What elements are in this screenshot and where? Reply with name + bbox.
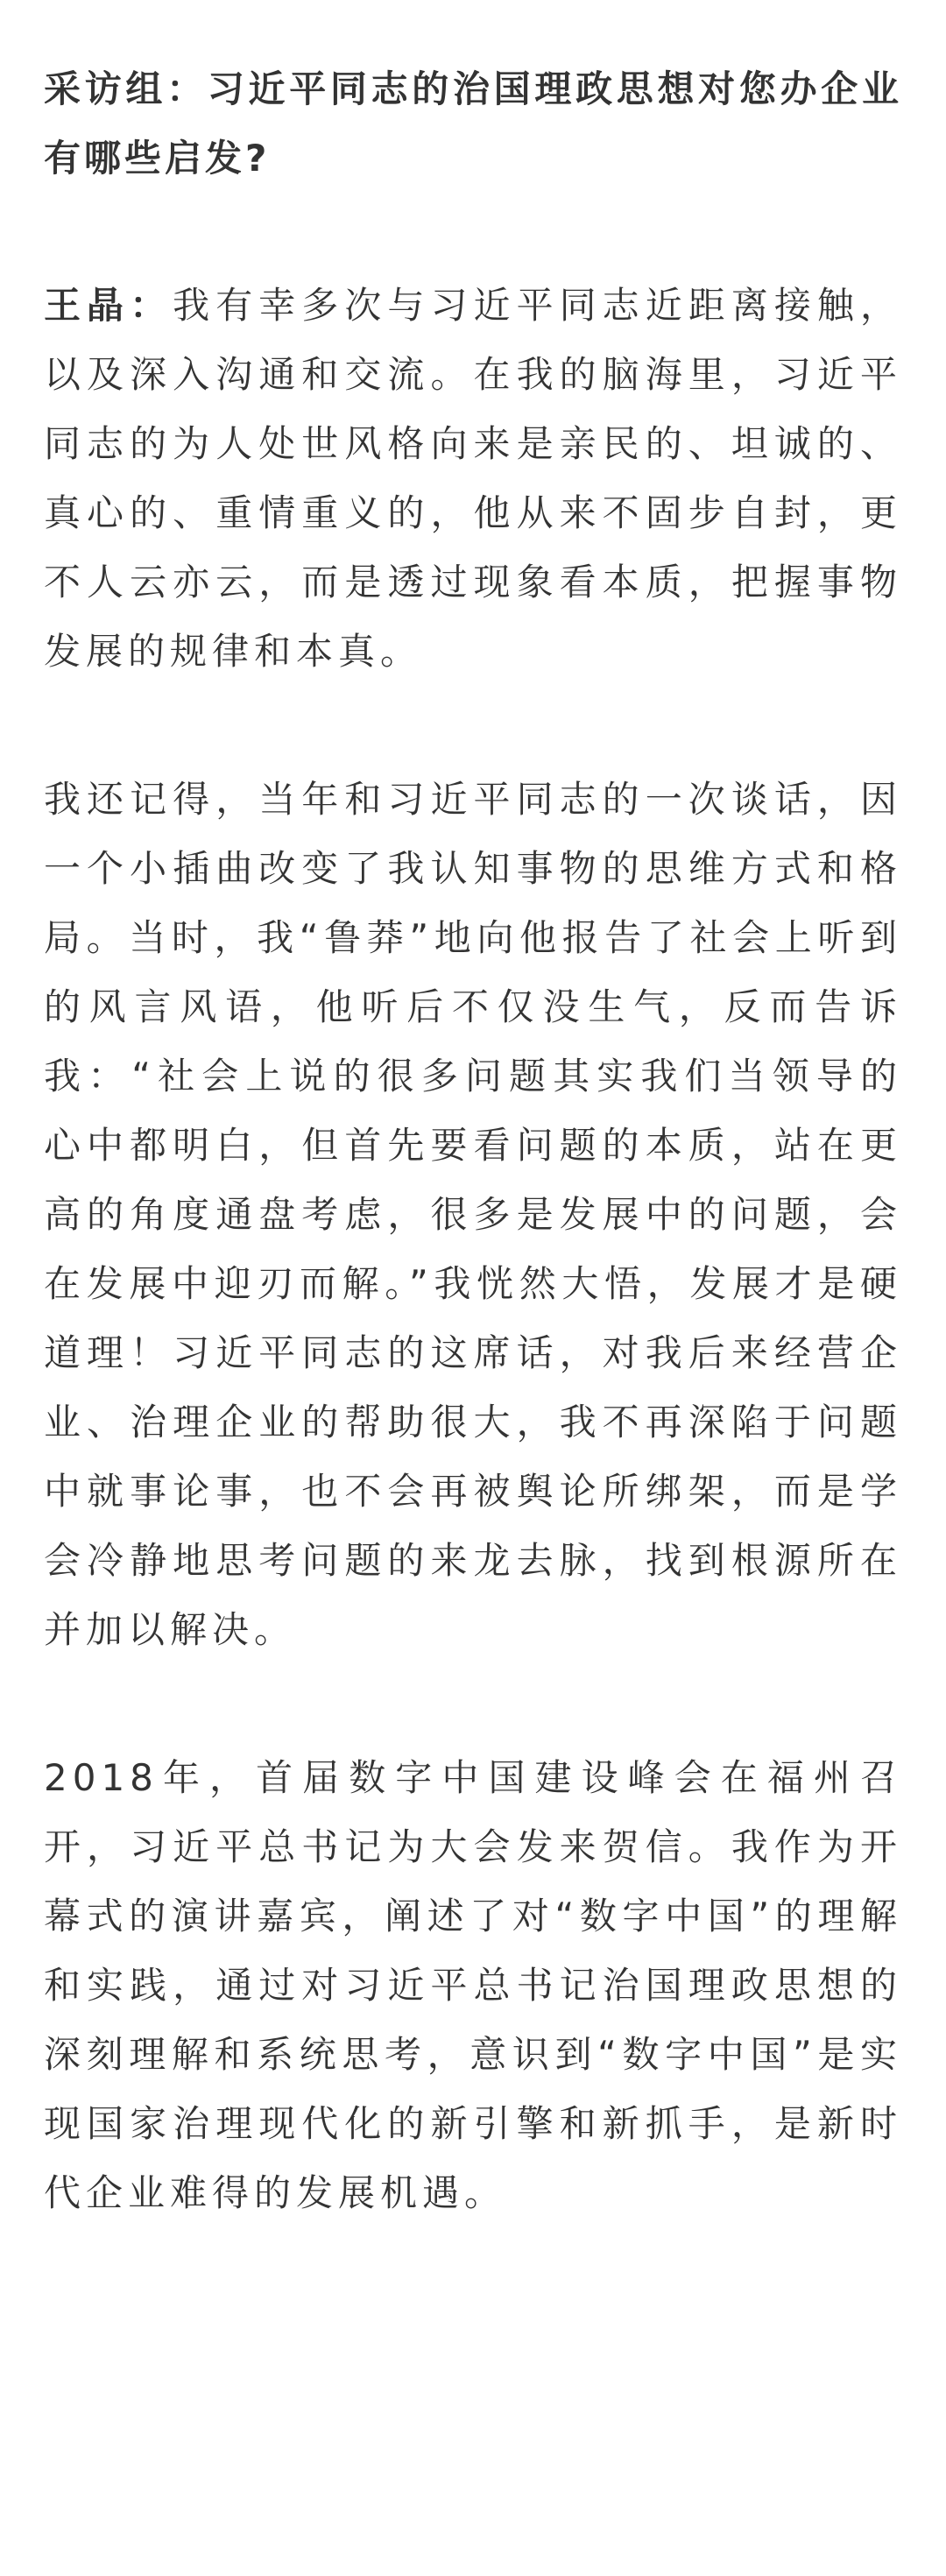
- body-paragraph-digital-china: 2018年，首届数字中国建设峰会在福州召开，习近平总书记为大会发来贺信。我作为开幕式的演讲嘉宾，阐述了对“数字中国”的理解和实践，通过对习近平总书记治国理政思想的深刻理解和系统思考，意识到“数字中国”是实现国家治理现代化的新引擎和新抓手，是新时代企业难得的发展机遇。: [44, 1756, 902, 2214]
- question-speaker: 采访组：: [44, 67, 208, 110]
- answer-speaker: 王晶：: [44, 284, 173, 327]
- question-text: 习近平同志的治国理政思想对您办企业有哪些启发?: [44, 67, 902, 180]
- answer-text: 我有幸多次与习近平同志近距离接触，以及深入沟通和交流。在我的脑海里，习近平同志的为人处世风格向来是亲民的、坦诚的、真心的、重情重义的，他从来不固步自封，更不人云亦云，而是透过现象看本质，把握事物发展的规律和本真。: [44, 284, 902, 673]
- interview-question: [44, 54, 902, 193]
- body-paragraph-conversation: 我还记得，当年和习近平同志的一次谈话，因一个小插曲改变了我认知事物的思维方式和格局。当时，我“鲁莽”地向他报告了社会上听到的风言风语，他听后不仅没生气，反而告诉我：“社会上说的很多问题其实我们当领导的心中都明白，但首先要看问题的本质，站在更高的角度通盘考虑，很多是发展中的问题，会在发展中迎刃而解。”我恍然大悟，发展才是硬道理！习近平同志的这席话，对我后来经营企业、治理企业的帮助很大，我不再深陷于问题中就事论事，也不会再被舆论所绑架，而是学会冷静地思考问题的来龙去脉，找到根源所在并加以解决。: [44, 778, 902, 1651]
- answer-paragraph: [44, 271, 902, 686]
- article-body: [44, 54, 902, 2227]
